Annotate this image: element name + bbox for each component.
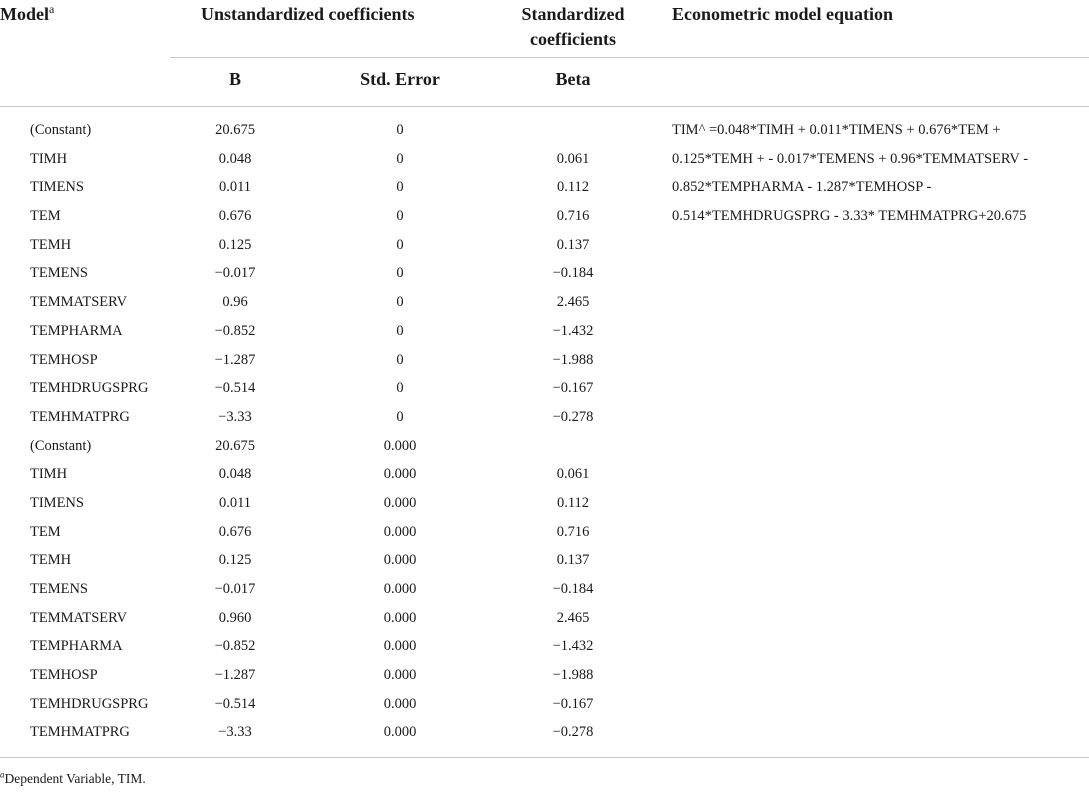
beta-cell: 2.465	[556, 294, 590, 311]
table-row	[0, 259, 1089, 288]
header-model-superscript: a	[49, 2, 55, 16]
model-cell: TIMENS	[30, 494, 84, 511]
beta-cell: 0.137	[556, 236, 590, 253]
table-row	[0, 546, 1089, 575]
std-error-cell: 0	[396, 150, 404, 167]
equation-block	[672, 116, 1077, 231]
b-cell: 0.125	[218, 236, 252, 253]
beta-cell: 2.465	[556, 609, 590, 626]
table-row	[0, 632, 1089, 661]
footnote	[0, 770, 146, 788]
std-error-cell: 0.000	[383, 667, 417, 684]
b-cell: 0.676	[218, 523, 252, 540]
model-cell: TEMHOSP	[30, 351, 98, 368]
b-cell: −0.017	[214, 581, 256, 597]
beta-cell: −1.432	[552, 322, 594, 339]
header-subrule	[170, 57, 1089, 58]
model-cell: TEMHDRUGSPRG	[30, 695, 149, 712]
beta-cell: −0.167	[552, 380, 594, 397]
b-cell: 0.676	[218, 208, 252, 225]
beta-cell: −0.184	[552, 265, 594, 282]
std-error-cell: 0	[396, 351, 404, 368]
header-bottom-rule	[0, 106, 1089, 107]
std-error-cell: 0.000	[383, 638, 417, 655]
beta-cell: −0.278	[552, 724, 594, 741]
beta-cell: 0.061	[556, 466, 590, 483]
std-error-cell: 0	[396, 208, 404, 225]
std-error-cell: 0.000	[383, 724, 417, 741]
table-row	[0, 432, 1089, 461]
model-cell: TEMHMATPRG	[30, 408, 130, 425]
beta-cell: −0.167	[552, 695, 594, 712]
table-row	[0, 718, 1089, 747]
beta-cell: 0.716	[556, 523, 590, 540]
b-cell: 0.048	[218, 150, 252, 167]
model-cell: TEMENS	[30, 265, 88, 282]
header-std-error: Std. Error	[360, 69, 440, 89]
b-cell: −0.514	[214, 380, 256, 397]
table-row	[0, 489, 1089, 518]
beta-cell: −1.988	[552, 667, 594, 684]
b-cell: 0.048	[218, 466, 252, 483]
std-error-cell: 0.000	[383, 609, 417, 626]
model-cell: TEMMATSERV	[30, 609, 128, 626]
beta-cell: 0.137	[556, 552, 590, 569]
table-bottom-rule	[0, 757, 1089, 758]
b-cell: −3.33	[218, 408, 252, 425]
std-error-cell: 0	[396, 322, 404, 339]
std-error-cell: 0.000	[383, 552, 417, 569]
beta-cell: 0.716	[556, 208, 590, 225]
model-cell: (Constant)	[30, 122, 92, 138]
beta-cell: −1.432	[552, 638, 594, 655]
header-model	[0, 3, 54, 26]
std-error-cell: 0	[396, 179, 404, 196]
header-standardized	[493, 3, 653, 51]
header-equation: Econometric model equation	[672, 4, 893, 24]
table-row	[0, 231, 1089, 260]
model-cell: TEMENS	[30, 581, 88, 597]
std-error-cell: 0.000	[383, 466, 417, 483]
model-cell: TEM	[30, 208, 61, 225]
beta-cell: 0.112	[556, 494, 590, 511]
table-row	[0, 403, 1089, 432]
b-cell: 0.96	[222, 294, 248, 311]
model-cell: TEMMATSERV	[30, 294, 128, 311]
model-cell: TEMH	[30, 552, 72, 569]
header-beta: Beta	[555, 69, 591, 89]
table-row	[0, 317, 1089, 346]
table-row	[0, 374, 1089, 403]
std-error-cell: 0	[396, 122, 404, 138]
b-cell: −1.287	[214, 667, 256, 684]
model-cell: TIMENS	[30, 179, 84, 196]
b-cell: 0.125	[218, 552, 252, 569]
model-cell: TEMH	[30, 236, 72, 253]
b-cell: 0.960	[218, 609, 252, 626]
beta-cell: 0.061	[556, 150, 590, 167]
equation-line: 0.514*TEMHDRUGSPRG - 3.33* TEMHMATPRG+20.675	[672, 208, 1027, 225]
model-cell: TEM	[30, 523, 61, 540]
table-row	[0, 460, 1089, 489]
model-cell: (Constant)	[30, 437, 92, 454]
table-row	[0, 346, 1089, 375]
b-cell: −0.514	[214, 695, 256, 712]
footnote-text: Dependent Variable, TIM.	[4, 771, 146, 786]
model-cell: TIMH	[30, 466, 68, 483]
beta-cell: −0.184	[552, 581, 594, 597]
b-cell: −0.852	[214, 322, 256, 339]
b-cell: 20.675	[215, 122, 255, 138]
std-error-cell: 0	[396, 408, 404, 425]
std-error-cell: 0.000	[383, 581, 417, 597]
std-error-cell: 0.000	[383, 523, 417, 540]
table-row	[0, 661, 1089, 690]
equation-line: TIM^ =0.048*TIMH + 0.011*TIMENS + 0.676*TEM +	[672, 122, 1001, 138]
std-error-cell: 0	[396, 265, 404, 282]
std-error-cell: 0	[396, 294, 404, 311]
std-error-cell: 0.000	[383, 494, 417, 511]
std-error-cell: 0.000	[383, 437, 417, 454]
b-cell: −0.017	[214, 265, 256, 282]
header-standardized-line1: Standardized	[521, 4, 625, 24]
footnote-superscript: a	[0, 769, 5, 780]
std-error-cell: 0	[396, 380, 404, 397]
table-row	[0, 575, 1089, 604]
b-cell: 0.011	[218, 494, 252, 511]
model-cell: TEMHMATPRG	[30, 724, 130, 741]
model-cell: TEMPHARMA	[30, 638, 123, 655]
header-standardized-line2: coefficients	[530, 29, 616, 49]
model-cell: TEMHOSP	[30, 667, 98, 684]
table-row	[0, 288, 1089, 317]
header-b: B	[228, 69, 241, 89]
equation-line: 0.125*TEMH + - 0.017*TEMENS + 0.96*TEMMATSERV -	[672, 150, 1029, 167]
equation-line: 0.852*TEMPHARMA - 1.287*TEMHOSP -	[672, 179, 932, 196]
beta-cell: −1.988	[552, 351, 594, 368]
b-cell: −1.287	[214, 351, 256, 368]
header-model-label: Model	[0, 4, 49, 24]
table-row	[0, 518, 1089, 547]
model-cell: TEMPHARMA	[30, 322, 123, 339]
b-cell: 20.675	[215, 437, 255, 454]
b-cell: −3.33	[218, 724, 252, 741]
table-row	[0, 604, 1089, 633]
beta-cell: 0.112	[556, 179, 590, 196]
beta-cell: −0.278	[552, 408, 594, 425]
std-error-cell: 0	[396, 236, 404, 253]
model-cell: TIMH	[30, 150, 68, 167]
model-cell: TEMHDRUGSPRG	[30, 380, 149, 397]
table-row	[0, 690, 1089, 719]
header-unstandardized: Unstandardized coefficients	[201, 4, 415, 24]
std-error-cell: 0.000	[383, 695, 417, 712]
b-cell: −0.852	[214, 638, 256, 655]
b-cell: 0.011	[218, 179, 252, 196]
